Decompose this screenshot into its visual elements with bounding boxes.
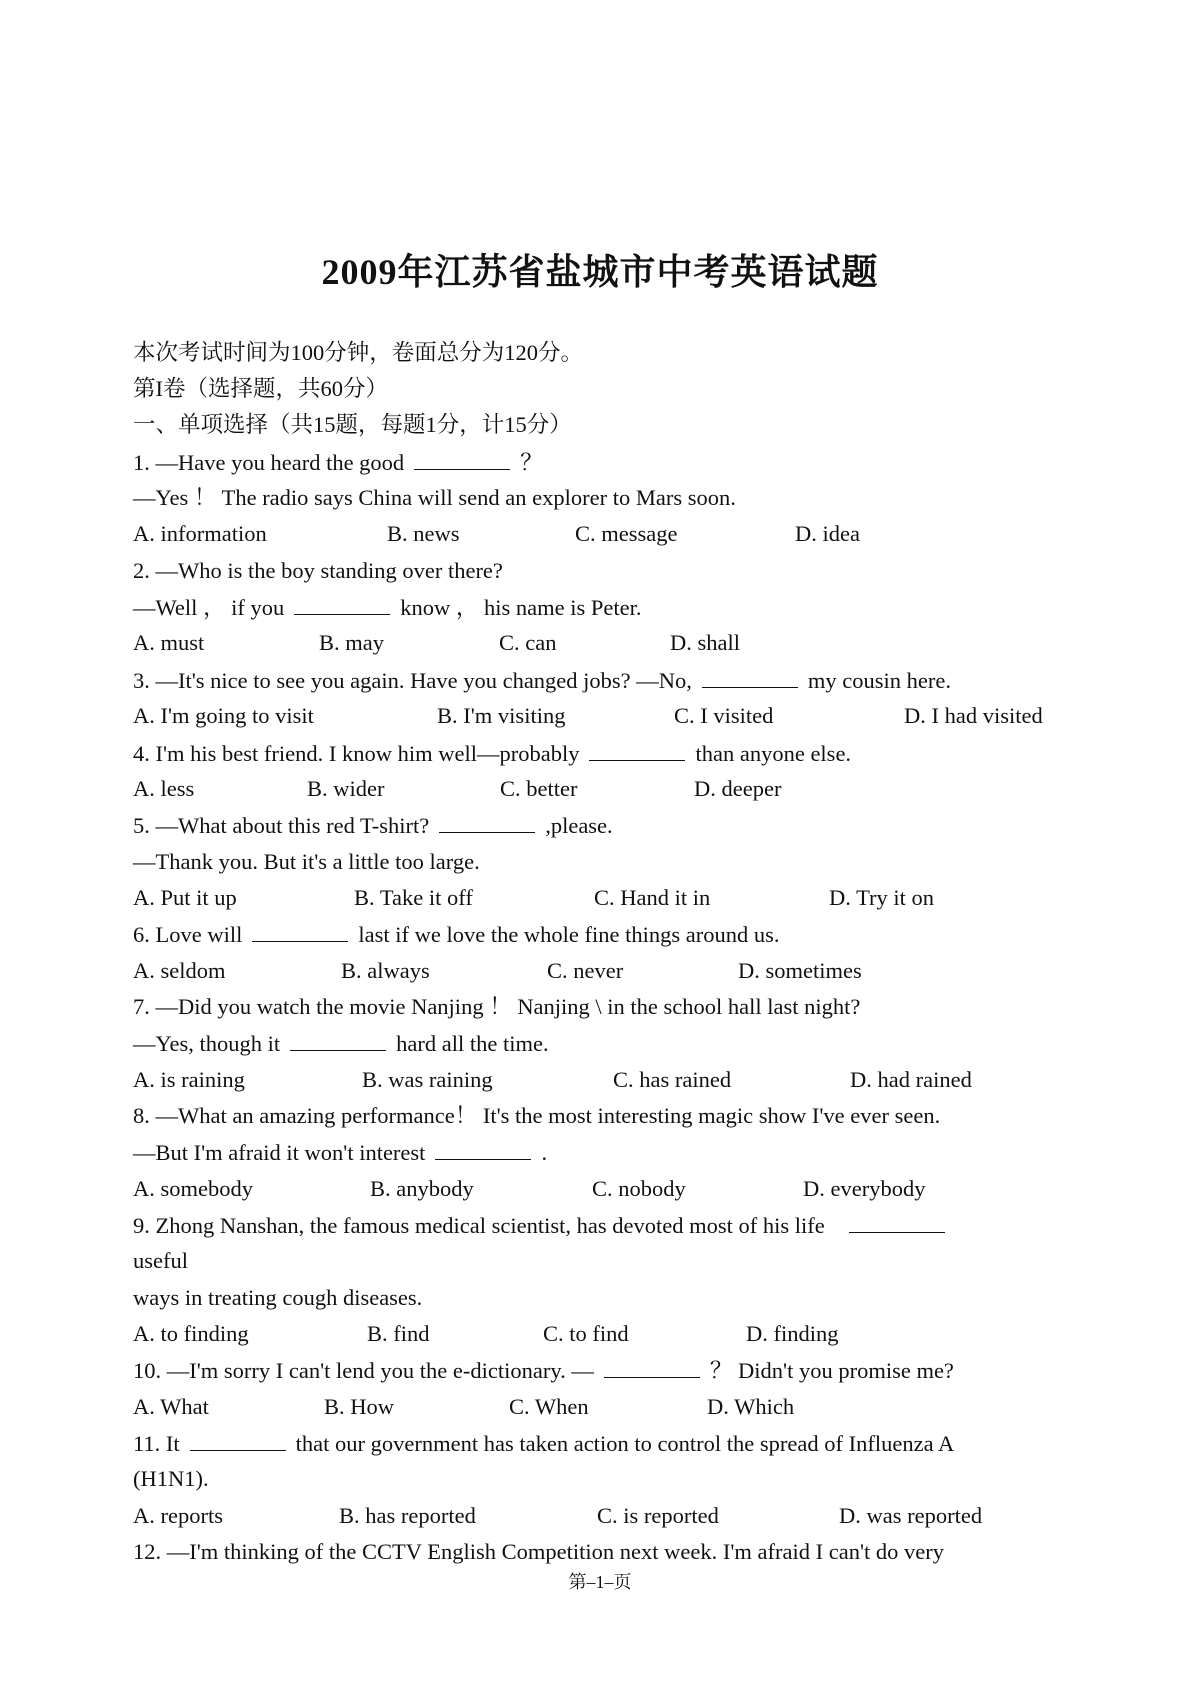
option-d: D. idea xyxy=(795,521,860,546)
section-heading: 第I卷（选择题，共60分） xyxy=(133,376,388,401)
option-c: C. nobody xyxy=(592,1176,686,1201)
part-heading: 一、单项选择（共15题，每题1分，计15分） xyxy=(133,412,572,437)
option-a: A. is raining xyxy=(133,1067,245,1092)
answer-blank xyxy=(435,1141,531,1160)
option-b: B. wider xyxy=(307,776,385,801)
option-d: D. everybody xyxy=(803,1176,926,1201)
option-a: A. less xyxy=(133,776,195,801)
question-5-line1: 5. —What about this red T-shirt? ,please. xyxy=(133,813,613,838)
page-title: 2009年江苏省盐城市中考英语试题 xyxy=(321,252,879,292)
option-a: A. I'm going to visit xyxy=(133,703,314,728)
answer-blank xyxy=(439,814,535,833)
question-11-line1: 11. It that our government has taken action to control the spread of Influenza A xyxy=(133,1431,955,1456)
option-c: C. can xyxy=(499,630,557,655)
answer-blank xyxy=(252,923,348,942)
option-b: B. find xyxy=(367,1321,430,1346)
option-d: D. I had visited xyxy=(904,703,1043,728)
option-d: D. finding xyxy=(746,1321,839,1346)
answer-blank xyxy=(290,1032,386,1051)
question-1-line1: 1. —Have you heard the good ？ xyxy=(133,450,543,475)
option-a: A. somebody xyxy=(133,1176,253,1201)
question-2-line2: —Well ， if you know ， his name is Peter. xyxy=(133,595,642,620)
option-a: A. Put it up xyxy=(133,885,237,910)
answer-blank xyxy=(849,1214,945,1233)
page-number: 第–1–页 xyxy=(568,1572,632,1592)
answer-blank xyxy=(589,742,685,761)
option-b: B. I'm visiting xyxy=(437,703,566,728)
question-7-line1: 7. —Did you watch the movie Nanjing ！ Nanjing \ in the school hall last night? xyxy=(133,994,861,1019)
option-d: D. shall xyxy=(670,630,740,655)
question-6-line1: 6. Love will last if we love the whole fine things around us. xyxy=(133,922,780,947)
option-b: B. How xyxy=(324,1394,395,1419)
option-b: B. always xyxy=(341,958,430,983)
answer-blank xyxy=(702,669,798,688)
question-11-line2: (H1N1). xyxy=(133,1466,209,1491)
option-a: A. to finding xyxy=(133,1321,249,1346)
option-b: B. Take it off xyxy=(354,885,473,910)
exam-info: 本次考试时间为100分钟，卷面总分为120分。 xyxy=(133,340,584,365)
answer-blank xyxy=(414,451,510,470)
option-a: A. reports xyxy=(133,1503,223,1528)
option-b: B. may xyxy=(319,630,384,655)
option-c: C. Hand it in xyxy=(594,885,711,910)
option-c: C. When xyxy=(509,1394,589,1419)
option-a: A. seldom xyxy=(133,958,226,983)
question-9-line3: ways in treating cough diseases. xyxy=(133,1285,423,1310)
question-5-line2: —Thank you. But it's a little too large. xyxy=(133,849,480,874)
option-b: B. news xyxy=(387,521,460,546)
answer-blank xyxy=(190,1432,286,1451)
option-c: C. better xyxy=(500,776,578,801)
option-d: D. had rained xyxy=(850,1067,972,1092)
option-c: C. to find xyxy=(543,1321,629,1346)
option-d: D. Which xyxy=(707,1394,795,1419)
question-2-line1: 2. —Who is the boy standing over there? xyxy=(133,558,503,583)
question-4-line1: 4. I'm his best friend. I know him well—probably than anyone else. xyxy=(133,741,852,766)
answer-blank xyxy=(294,596,390,615)
option-c: C. I visited xyxy=(674,703,774,728)
question-3-line1: 3. —It's nice to see you again. Have you changed jobs? —No, my cousin here. xyxy=(133,668,952,693)
option-a: A. must xyxy=(133,630,205,655)
question-1-line2: —Yes ！ The radio says China will send an explorer to Mars soon. xyxy=(133,485,736,510)
option-c: C. has rained xyxy=(613,1067,732,1092)
question-8-line1: 8. —What an amazing performance！ It's the most interesting magic show I've ever seen. xyxy=(133,1103,941,1128)
option-c: C. is reported xyxy=(597,1503,719,1528)
option-c: C. message xyxy=(575,521,678,546)
option-d: D. deeper xyxy=(694,776,782,801)
option-b: B. anybody xyxy=(370,1176,474,1201)
option-c: C. never xyxy=(547,958,624,983)
question-12-line1: 12. —I'm thinking of the CCTV English Competition next week. I'm afraid I can't do very xyxy=(133,1539,944,1564)
option-d: D. sometimes xyxy=(738,958,862,983)
option-d: D. Try it on xyxy=(829,885,935,910)
option-a: A. information xyxy=(133,521,267,546)
option-b: B. was raining xyxy=(362,1067,493,1092)
question-9-line1: 9. Zhong Nanshan, the famous medical scientist, has devoted most of his life xyxy=(133,1214,955,1238)
option-d: D. was reported xyxy=(839,1503,983,1528)
option-b: B. has reported xyxy=(339,1503,476,1528)
question-10-line1: 10. —I'm sorry I can't lend you the e-dictionary. — ？ Didn't you promise me? xyxy=(133,1358,954,1383)
question-7-line2: —Yes, though it hard all the time. xyxy=(133,1031,549,1056)
option-a: A. What xyxy=(133,1394,209,1419)
answer-blank xyxy=(604,1359,700,1378)
question-8-line2: —But I'm afraid it won't interest . xyxy=(133,1140,548,1165)
question-9-line2: useful xyxy=(133,1248,188,1273)
